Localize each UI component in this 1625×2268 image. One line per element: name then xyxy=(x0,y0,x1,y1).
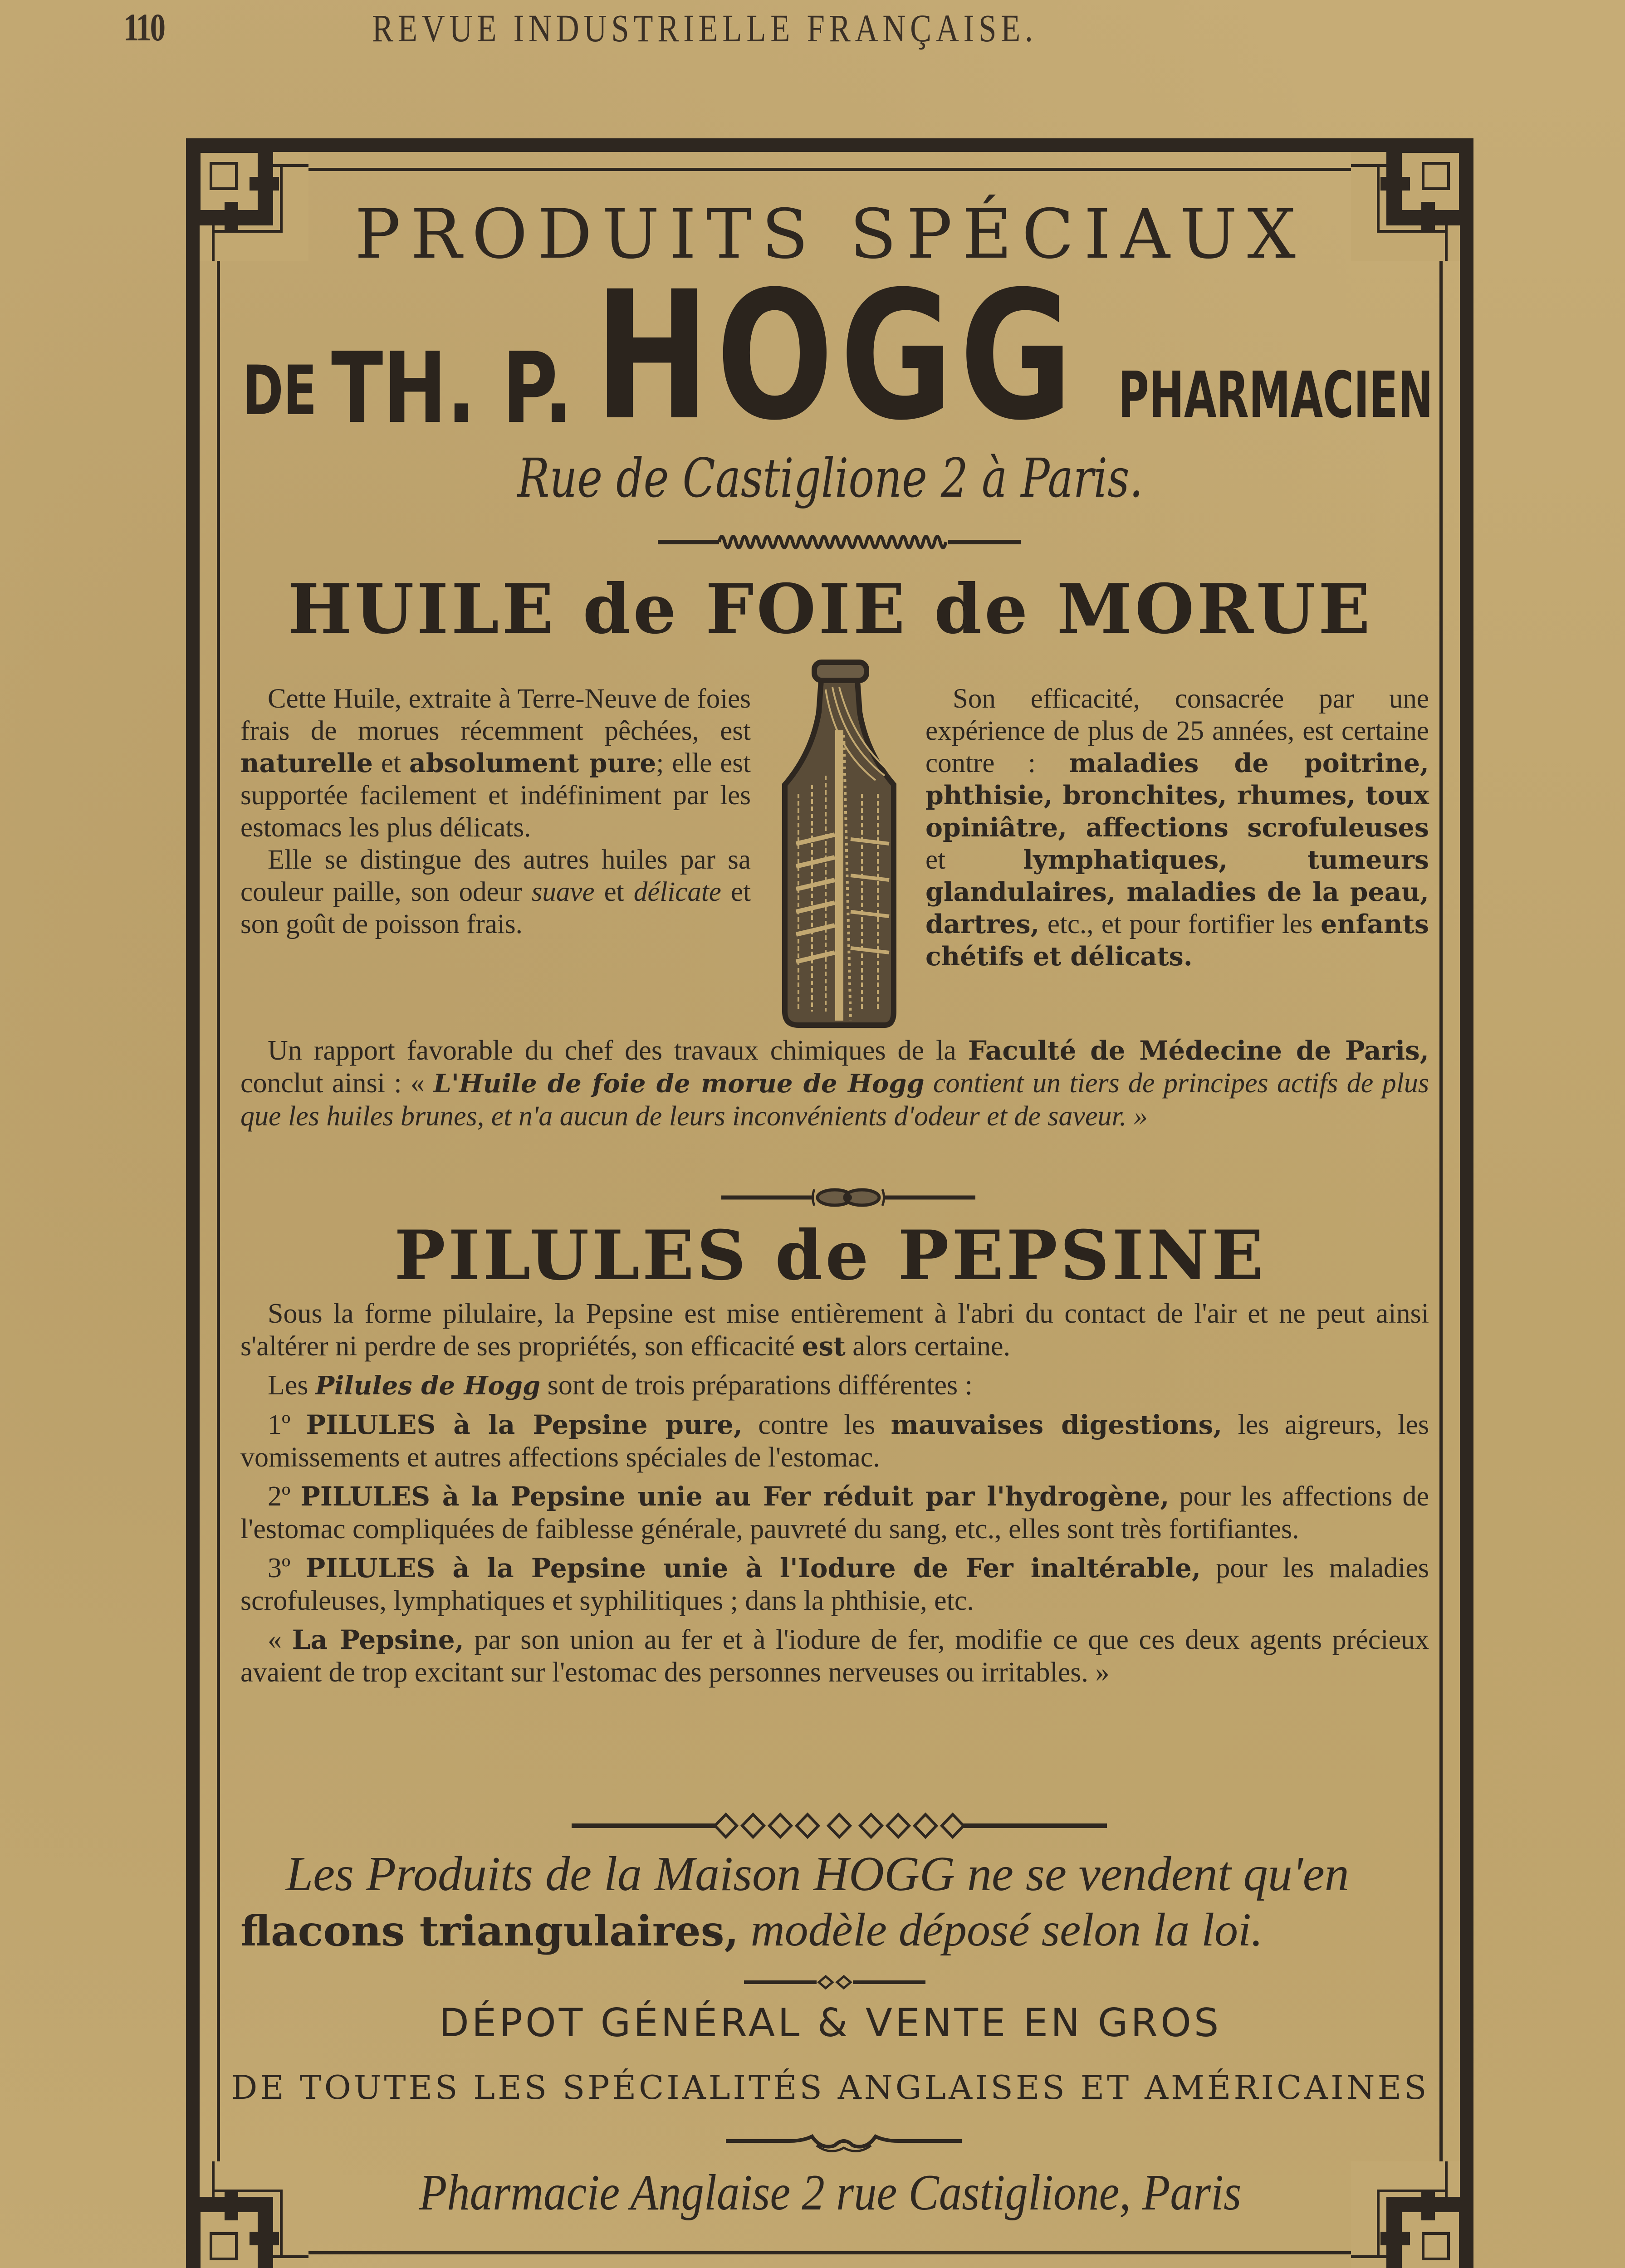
triangular-flask-notice-line-2: flacons triangulaires, modèle déposé selon la loi. xyxy=(240,1904,1263,1956)
depot-heading: DÉPOT GÉNÉRAL & VENTE EN GROS xyxy=(439,2000,1222,2046)
divider-diamond xyxy=(828,1814,850,1837)
pills-description xyxy=(240,1297,1429,1695)
maker-address: Rue de Castiglione 2 à Paris. xyxy=(517,447,1143,509)
maker-name: HOGG xyxy=(594,253,1079,459)
divider-diamond xyxy=(715,1814,737,1837)
maker-profession: PHARMACIEN xyxy=(1118,358,1433,432)
section-heading-pills: PILULES de PEPSINE xyxy=(394,1216,1266,1295)
squiggle-divider xyxy=(658,528,1021,556)
divider-diamond xyxy=(769,1814,791,1837)
divider-diamond xyxy=(860,1814,882,1837)
divider-diamond xyxy=(797,1814,818,1837)
divider-diamond xyxy=(887,1814,909,1837)
section-heading-oil: HUILE de FOIE de MORUE xyxy=(287,569,1373,649)
divider-diamond xyxy=(915,1814,936,1837)
running-title: REVUE INDUSTRIELLE FRANÇAISE. xyxy=(372,6,1038,50)
divider-diamond xyxy=(742,1814,764,1837)
scroll-divider xyxy=(726,2127,962,2159)
pills-item-3: 3º PILULES à la Pepsine unie à l'Iodure de Fer inaltérable, pour les maladies scrofuleuses, lymphatiques et syphilitiques ; dans la phthisie, etc. xyxy=(240,1553,1429,1616)
faculty-report-paragraph: Un rapport favorable du chef des travaux chimiques de la Faculté de Médecine de Paris, conclut ainsi : « L'Huile de foie de morue de Hogg contient un tiers de principes actifs de plus que les huiles brunes, et n'a aucun de leurs inconvénients d'odeur et de saveur. » xyxy=(240,1035,1429,1132)
divider-diamond xyxy=(942,1814,964,1837)
small-divider xyxy=(744,1971,925,1994)
maker-prefix: DE xyxy=(243,352,317,430)
oil-efficacy-paragraph: Son efficacité, consacrée par une expérience de plus de 25 années, est certaine contre : maladies de poitrine, phthisie, bronchites, rhumes, toux opiniâtre, affections scrofuleuses et lymphatiques, tumeurs glandulaires, maladies de la peau, dartres, etc., et pour fortifier les enfants chétifs et délicats. xyxy=(925,684,1429,972)
oil-description-left xyxy=(240,683,751,940)
triangular-flask-notice-line-1: Les Produits de la Maison HOGG ne se vendent qu'en xyxy=(286,1847,1349,1901)
diamond-chain-divider xyxy=(572,1810,1107,1842)
bottle-illustration xyxy=(771,649,903,1034)
specialties-line: DE TOUTES LES SPÉCIALITÉS ANGLAISES ET AMÉRICAINES xyxy=(231,2068,1429,2107)
maker-initials: TH. P. xyxy=(331,331,573,445)
oil-paragraph-1: Cette Huile, extraite à Terre-Neuve de foies frais de morues récemment pêchées, est naturelle et absolument pure; elle est supportée facilement et indéfiniment par les estomacs les plus délicats. xyxy=(240,684,751,843)
pills-quote: « La Pepsine, par son union au fer et à l'iodure de fer, modifie ce que ces deux agents précieux avaient de trop excitant sur l'estomac des personnes nerveuses ou irritables. » xyxy=(240,1624,1429,1688)
pills-preparations: Les Pilules de Hogg sont de trois préparations différentes : xyxy=(268,1370,973,1401)
ornamental-divider xyxy=(721,1184,975,1211)
pills-item-1: 1º PILULES à la Pepsine pure, contre les mauvaises digestions, les aigreurs, les vomissements et autres affections spéciales de l'estomac. xyxy=(240,1409,1429,1473)
pharmacy-address: Pharmacie Anglaise 2 rue Castiglione, Paris xyxy=(419,2165,1242,2221)
oil-description-right xyxy=(925,683,1429,973)
page-number: 110 xyxy=(123,5,164,49)
advert-title: PRODUITS SPÉCIAUX xyxy=(355,195,1306,274)
pills-intro: Sous la forme pilulaire, la Pepsine est mise entièrement à l'abri du contact de l'air et ne peut ainsi s'altérer ni perdre de ses propriétés, son efficacité est alors certaine. xyxy=(240,1298,1429,1362)
oil-paragraph-2: Elle se distingue des autres huiles par sa couleur paille, son odeur suave et délicate et son goût de poisson frais. xyxy=(240,845,751,939)
pills-item-2: 2º PILULES à la Pepsine unie au Fer réduit par l'hydrogène, pour les affections de l'estomac compliquées de faiblesse générale, pauvreté du sang, etc., elles sont très fortifiantes. xyxy=(240,1481,1429,1545)
